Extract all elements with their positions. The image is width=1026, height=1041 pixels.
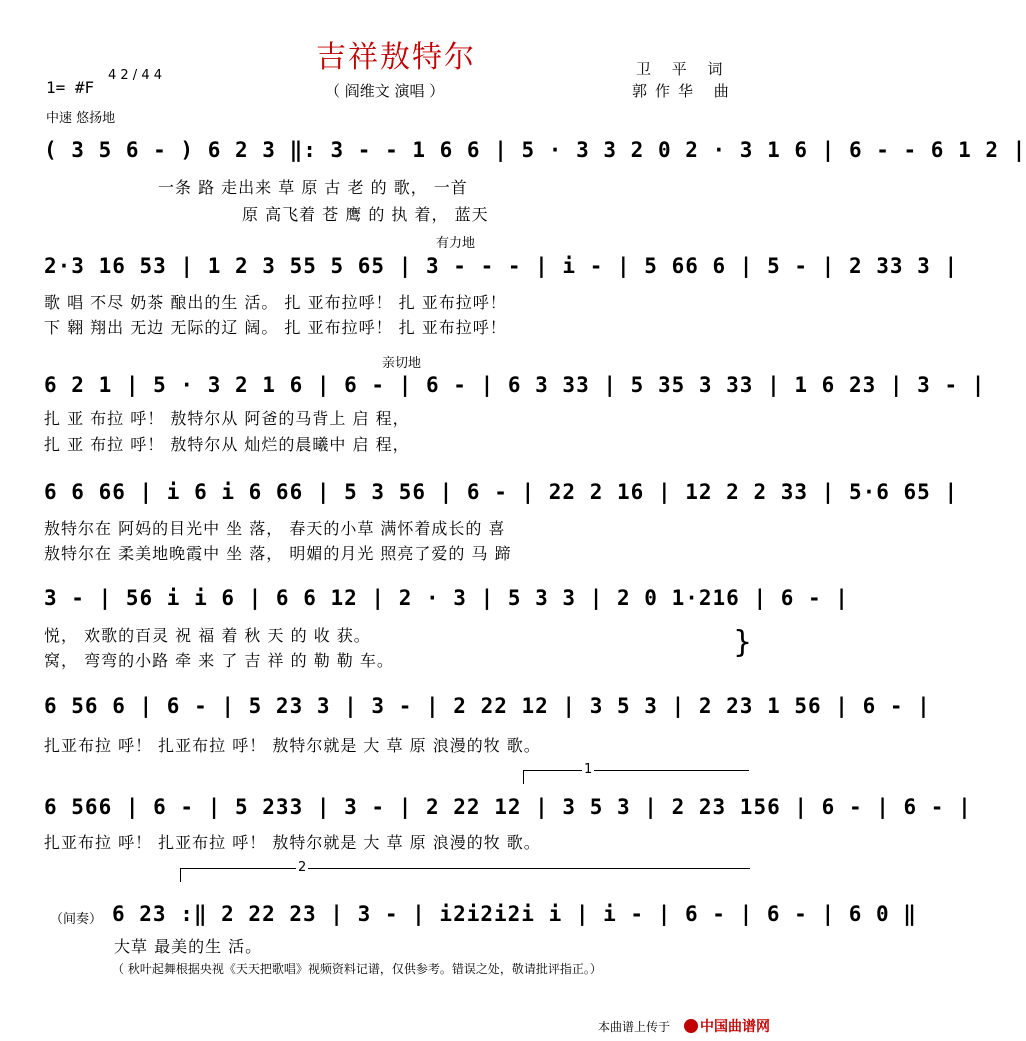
lyric-verse-1: 扎 亚 布拉 呼！ 敖特尔从 阿爸的马背上 启 程， xyxy=(44,409,410,428)
expression-mark: 亲切地 xyxy=(382,356,422,371)
composer-credit: 郭作华 曲 xyxy=(632,82,737,100)
lyric-verse-2: 敖特尔在 柔美地晚霞中 坐 落， 明媚的月光 照亮了爱的 马 蹄 xyxy=(44,544,512,563)
site-logo[interactable] xyxy=(684,1016,770,1036)
site-name: 中国曲谱网 xyxy=(700,1019,770,1035)
key-signature: 1= #F xyxy=(46,78,95,97)
lyric-verse-2: 下 翱 翔出 无边 无际的辽 阔。 扎 亚布拉呼！ 扎 亚布拉呼！ xyxy=(44,318,507,337)
lyric-line: 扎亚布拉 呼！ 扎亚布拉 呼！ 敖特尔就是 大 草 原 浪漫的牧 歌。 xyxy=(44,736,541,755)
lyric-verse-1: 歌 唱 不尽 奶茶 酿出的生 活。 扎 亚布拉呼！ 扎 亚布拉呼！ xyxy=(44,293,507,312)
volta-1-bracket-edge xyxy=(523,770,524,784)
notation-system-3: 6 2 1 | 5 · 3 2 1 6 | 6 - | 6 - | 6 3 33 | 5 35 3 33 | 1 6 23 | 3 - | xyxy=(44,373,986,397)
tempo-marking: 中速 悠扬地 xyxy=(46,111,116,126)
volta-1-bracket xyxy=(523,770,749,771)
lyricist-credit: 卫 平 词 xyxy=(636,60,731,78)
notation-system-6: 6 56 6 | 6 - | 5 23 3 | 3 - | 2 22 12 | 3 5 3 | 2 23 1 56 | 6 - | xyxy=(44,694,931,718)
performer-credit: （ 阎维文 演唱 ） xyxy=(325,82,445,100)
volta-2-bracket xyxy=(180,868,750,869)
time-signature: 4 2 / 4 4 xyxy=(108,68,162,83)
volta-2-label: 2 xyxy=(298,860,307,875)
lyric-verse-2: 窝， 弯弯的小路 牵 来 了 吉 祥 的 勒 勒 车。 xyxy=(44,651,394,670)
lyric-verse-1: 敖特尔在 阿妈的目光中 坐 落， 春天的小草 满怀着成长的 喜 xyxy=(44,519,506,538)
interlude-label: （间奏） xyxy=(50,912,103,927)
verse-brace: } xyxy=(733,625,753,660)
expression-mark: 有力地 xyxy=(436,236,476,251)
transcription-note: （ 秋叶起舞根据央视《天天把歌唱》视频资料记谱，仅供参考。错误之处，敬请批评指正。） xyxy=(112,962,602,976)
notation-system-1: ( 3 5 6 - ) 6 2 3 ‖: 3 - - 1 6 6 | 5 · 3 3 2 0 2 · 3 1 6 | 6 - - 6 1 2 | xyxy=(44,138,1026,162)
volta-2-bracket-edge xyxy=(180,868,181,882)
notation-system-4: 6 6 66 | i 6 i 6 66 | 5 3 56 | 6 - | 22 2 16 | 12 2 2 33 | 5·6 65 | xyxy=(44,480,959,504)
lyric-verse-1: 一条 路 走出来 草 原 古 老 的 歌， 一首 xyxy=(158,178,468,197)
music-note-icon xyxy=(684,1019,698,1033)
notation-system-7: 6 566 | 6 - | 5 233 | 3 - | 2 22 12 | 3 5 3 | 2 23 156 | 6 - | 6 - | xyxy=(44,795,972,819)
lyric-verse-1: 悦， 欢歌的百灵 祝 福 着 秋 天 的 收 获。 xyxy=(44,626,371,645)
lyric-verse-2: 扎 亚 布拉 呼！ 敖特尔从 灿烂的晨曦中 启 程， xyxy=(44,435,410,454)
notation-system-8: 6 23 :‖ 2 22 23 | 3 - | i2i2i2i i | i - | 6 - | 6 - | 6 0 ‖ xyxy=(112,902,917,926)
song-title: 吉祥敖特尔 xyxy=(316,40,476,75)
notation-system-5: 3 - | 56 i i 6 | 6 6 12 | 2 · 3 | 5 3 3 | 2 0 1·216 | 6 - | xyxy=(44,586,849,610)
lyric-verse-2: 原 高飞着 苍 鹰 的 执 着， 蓝天 xyxy=(242,205,489,224)
notation-system-2: 2·3 16 53 | 1 2 3 55 5 65 | 3 - - - | i - | 5 66 6 | 5 - | 2 33 3 | xyxy=(44,254,959,278)
upload-label: 本曲谱上传于 xyxy=(598,1020,671,1034)
lyric-line: 大草 最美的生 活。 xyxy=(114,937,263,956)
volta-1-label: 1 xyxy=(584,762,593,777)
lyric-line: 扎亚布拉 呼！ 扎亚布拉 呼！ 敖特尔就是 大 草 原 浪漫的牧 歌。 xyxy=(44,833,541,852)
